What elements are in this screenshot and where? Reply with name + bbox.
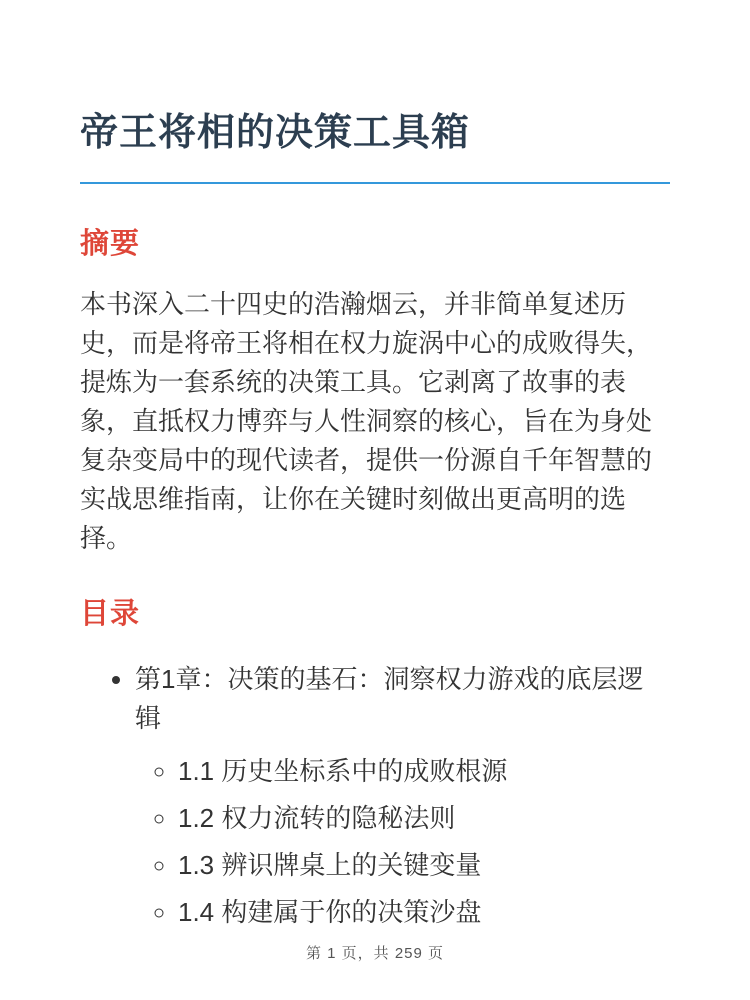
toc-subitem: ◦ 1.2 权力流转的隐秘法则 — [178, 799, 650, 838]
toc-subitem: ◦ 1.4 构建属于你的决策沙盘 — [178, 893, 650, 932]
toc-chapter-item — [135, 660, 650, 932]
page-title: 帝王将相的决策工具箱 — [80, 110, 670, 184]
toc-subitem: ◦ 1.3 辨识牌桌上的关键变量 — [178, 846, 650, 885]
page-number-indicator: 第 1 页，共 259 页 — [305, 945, 445, 962]
toc-subitem: ◦ 1.1 历史坐标系中的成败根源 — [178, 752, 650, 791]
toc-sublist — [135, 752, 650, 932]
toc-chapter-label: 第1章：决策的基石：洞察权力游戏的底层逻辑 — [135, 664, 644, 733]
toc-heading: 目录 — [80, 597, 141, 630]
abstract-paragraph: 本书深入二十四史的浩瀚烟云，并非简单复述历史，而是将帝王将相在权力旋涡中心的成败得失，提炼为一套系统的决策工具。它剥离了故事的表象，直抵权力博弈与人性洞察的核心，旨在为身处复杂变局中的现代读者，提供一份源自千年智慧的实战思维指南，让你在关键时刻做出更高明的选择。 — [80, 288, 653, 553]
toc-list — [80, 660, 670, 932]
abstract-heading: 摘要 — [80, 227, 141, 260]
